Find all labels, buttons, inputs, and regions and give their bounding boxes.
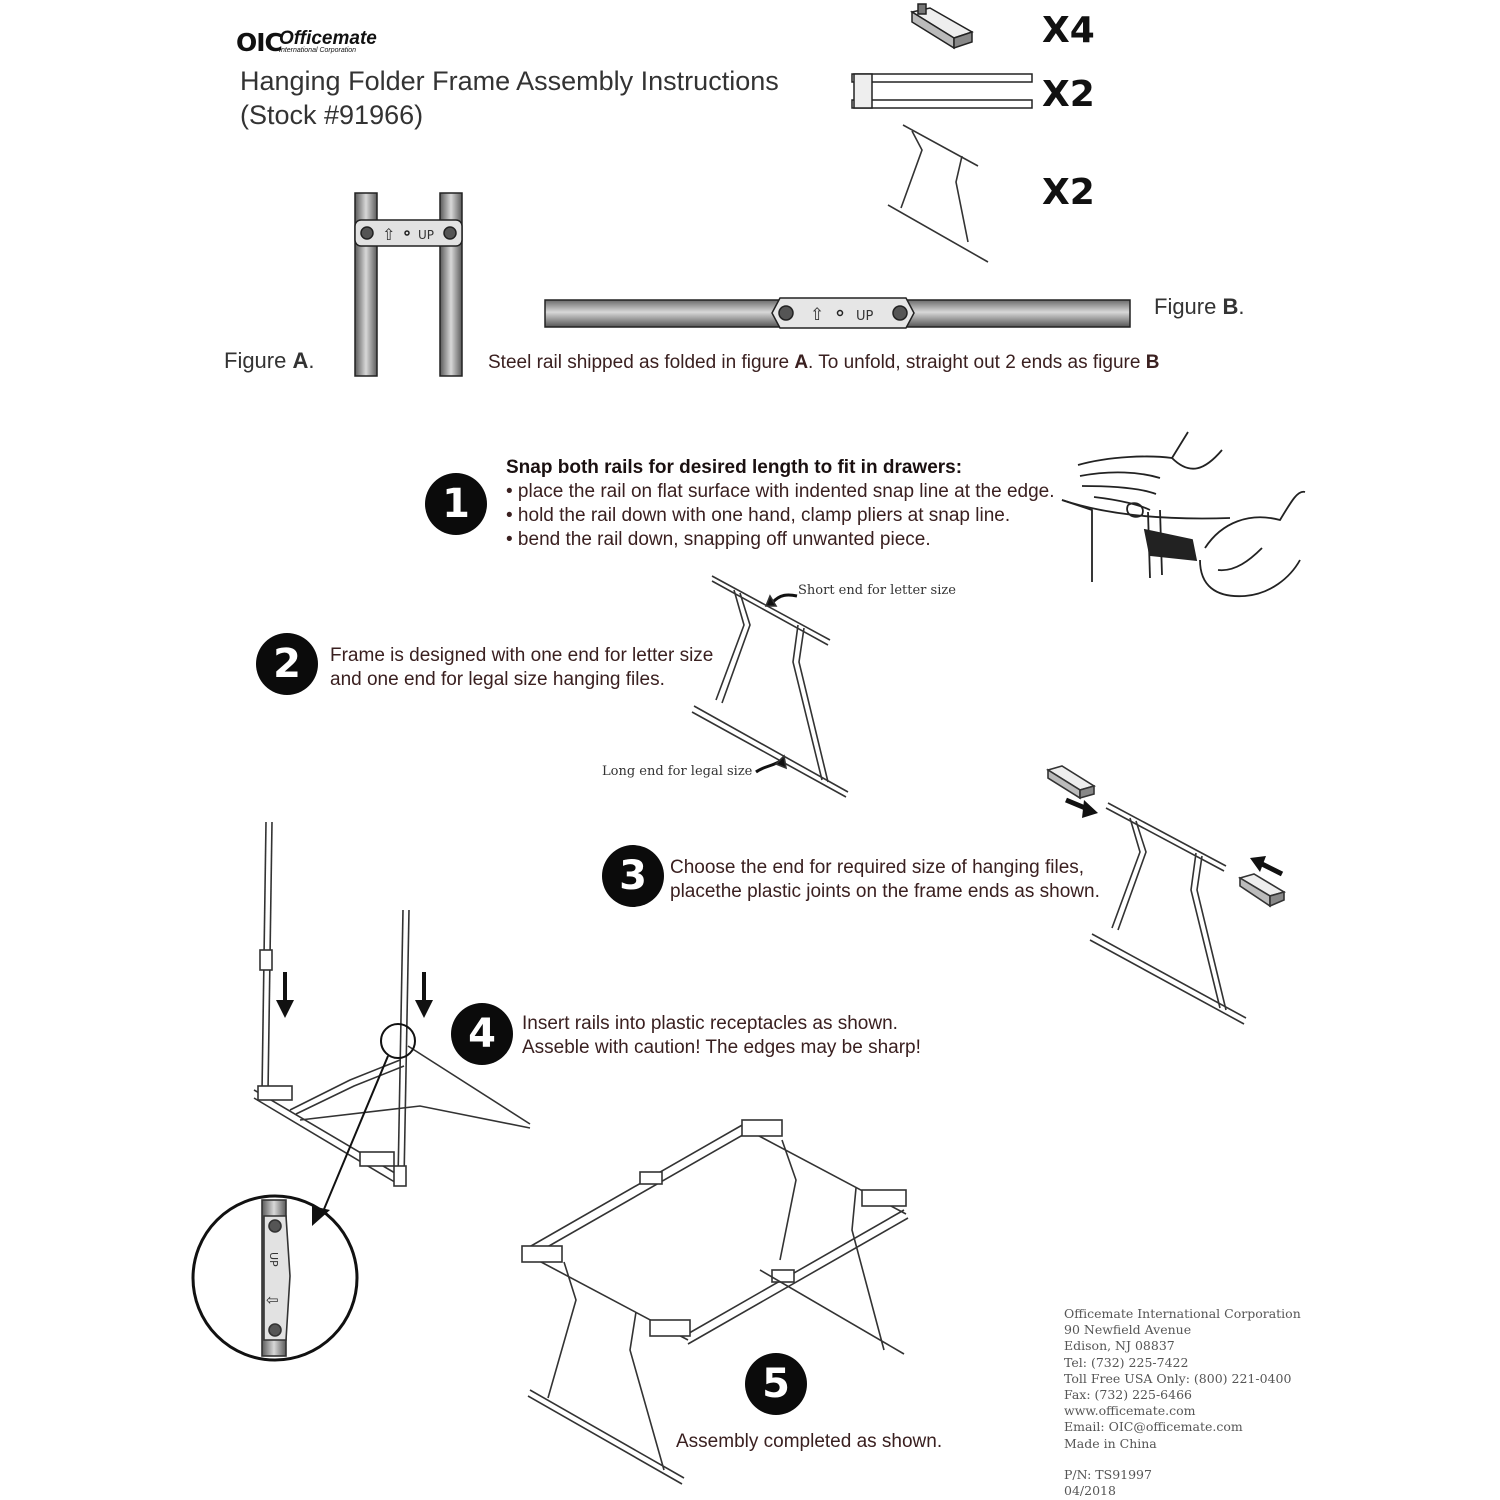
address-line: Tel: (732) 225-7422 xyxy=(1064,1354,1189,1370)
step-5-text: Assembly completed as shown. xyxy=(676,1431,943,1452)
rail-up-mark-zoom: UP xyxy=(267,1252,280,1267)
address-line: Fax: (732) 225-6466 xyxy=(1064,1387,1192,1403)
address-line: Email: OIC@officemate.com xyxy=(1064,1419,1243,1435)
step-1-line-1: • place the rail on flat surface with indented snap line at the edge. xyxy=(506,481,1055,502)
address-line: Toll Free USA Only: (800) 221-0400 xyxy=(1064,1370,1292,1386)
rail-up-mark-b: UP xyxy=(856,309,874,324)
title-line-2: (Stock #91966) xyxy=(240,100,424,130)
note-long-end: Long end for legal size xyxy=(602,764,753,779)
frame-letter-legal-illustration xyxy=(692,576,848,797)
logo-subtitle: International Corporation xyxy=(279,47,357,54)
step-2-line-1: Frame is designed with one end for letter size xyxy=(330,645,714,666)
svg-text:⇧: ⇧ xyxy=(810,305,825,325)
figure-b-rail xyxy=(545,298,1130,328)
address-line: Made in China xyxy=(1064,1435,1157,1451)
wire-frame-part xyxy=(888,125,988,262)
svg-text:⇦: ⇦ xyxy=(266,1291,279,1309)
figure-a-rail xyxy=(355,193,462,376)
step-3-line-2: placethe plastic joints on the frame ends as shown. xyxy=(670,881,1100,902)
insert-rails-illustration xyxy=(193,822,530,1360)
address-line: www.officemate.com xyxy=(1064,1403,1196,1419)
assembled-frame-illustration xyxy=(522,1120,908,1484)
figure-a-label: Figure A. xyxy=(224,348,315,373)
address-line: 90 Newfield Avenue xyxy=(1064,1322,1192,1338)
step-1-badge: 1 xyxy=(425,473,487,535)
print-date: 04/2018 xyxy=(1064,1483,1116,1499)
step-2-line-2: and one end for legal size hanging files. xyxy=(330,669,665,690)
qty-steel-rail: X2 xyxy=(1042,74,1095,115)
figure-caption: Steel rail shipped as folded in figure A. To unfold, straight out 2 ends as figure B xyxy=(488,352,1160,373)
svg-text:⇧: ⇧ xyxy=(382,225,396,244)
note-short-end: Short end for letter size xyxy=(798,583,956,598)
rail-up-mark-a: UP xyxy=(418,228,435,242)
plastic-joint-part xyxy=(912,4,972,48)
step-2-badge: 2 xyxy=(256,633,318,695)
step-1-line-2: • hold the rail down with one hand, clamp pliers at snap line. xyxy=(506,505,1011,526)
step-4-badge: 4 xyxy=(451,1003,513,1065)
step-3-line-1: Choose the end for required size of hanging files, xyxy=(670,857,1085,878)
address-line: Edison, NJ 08837 xyxy=(1064,1338,1175,1354)
step-4-line-1: Insert rails into plastic receptacles as shown. xyxy=(522,1013,898,1034)
part-number: P/N: TS91997 xyxy=(1064,1467,1152,1482)
qty-wire-frame: X2 xyxy=(1042,172,1095,213)
logo-mark: OIC xyxy=(236,28,282,57)
hands-snapping-illustration xyxy=(1062,432,1305,596)
step-3-badge: 3 xyxy=(602,845,664,907)
step-5-badge: 5 xyxy=(745,1353,807,1415)
step-4-line-2: Asseble with caution! The edges may be sharp! xyxy=(522,1037,921,1058)
steel-rail-part xyxy=(852,74,1032,108)
step-1-heading: Snap both rails for desired length to fit in drawers: xyxy=(506,457,963,478)
step-1-line-3: • bend the rail down, snapping off unwanted piece. xyxy=(506,529,931,550)
logo-name: Officemate xyxy=(279,28,377,49)
title-line-1: Hanging Folder Frame Assembly Instructions xyxy=(240,66,779,96)
address-line: Officemate International Corporation xyxy=(1064,1306,1301,1321)
frame-with-joints-illustration xyxy=(1048,766,1284,1024)
figure-b-label: Figure B. xyxy=(1154,294,1245,319)
qty-plastic-joint: X4 xyxy=(1042,10,1095,51)
